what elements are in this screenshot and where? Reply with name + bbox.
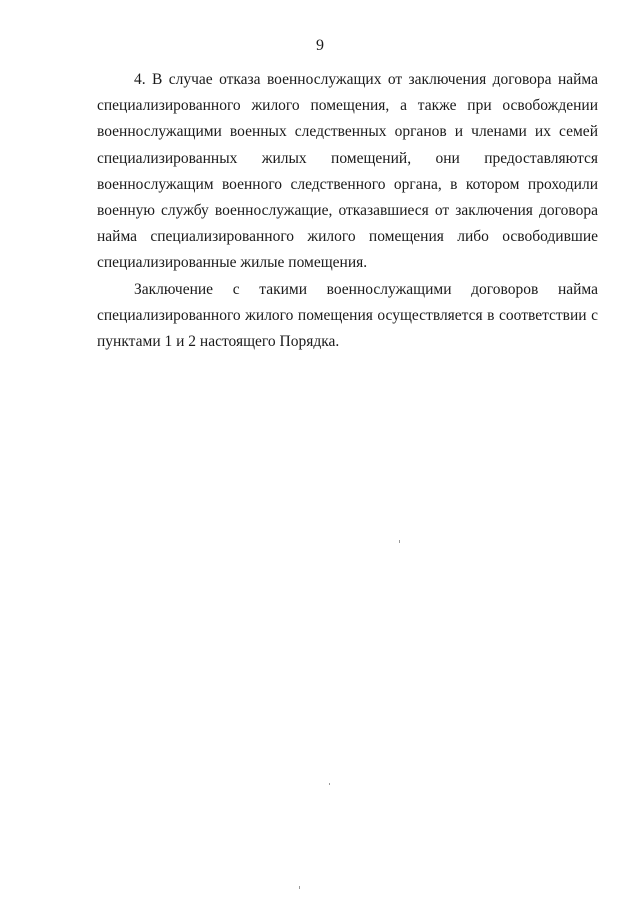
text-line: 4. В случае отказа военнослужащих от заключения договора найма [134,71,598,88]
paragraph-conclusion [97,277,598,356]
text-line: военнослужащим военного следственного органа, в котором проходили [97,175,598,193]
text-line: специализированного жилого помещения осуществляется в соответствии с [97,306,598,324]
page-number: 9 [316,37,324,54]
text-line: военную службу военнослужащие, отказавшиеся от заключения договора [97,201,598,219]
text-line: найма специализированного жилого помещения либо освободившие [97,228,598,246]
scan-speck [399,540,400,543]
text-line: специализированных жилых помещений, они предоставляются [97,149,598,167]
text-line: военнослужащими военных следственных органов и членами их семей [97,123,598,141]
scan-speck [329,783,330,785]
scan-speck [299,886,300,889]
text-line: специализированного жилого помещения, а также при освобождении [97,97,598,115]
text-line: специализированные жилые помещения. [97,254,368,272]
document-body [97,67,598,355]
text-line: Заключение с такими военнослужащими договоров найма [134,280,598,298]
text-line: пунктами 1 и 2 настоящего Порядка. [97,332,340,350]
paragraph-4 [97,67,598,277]
